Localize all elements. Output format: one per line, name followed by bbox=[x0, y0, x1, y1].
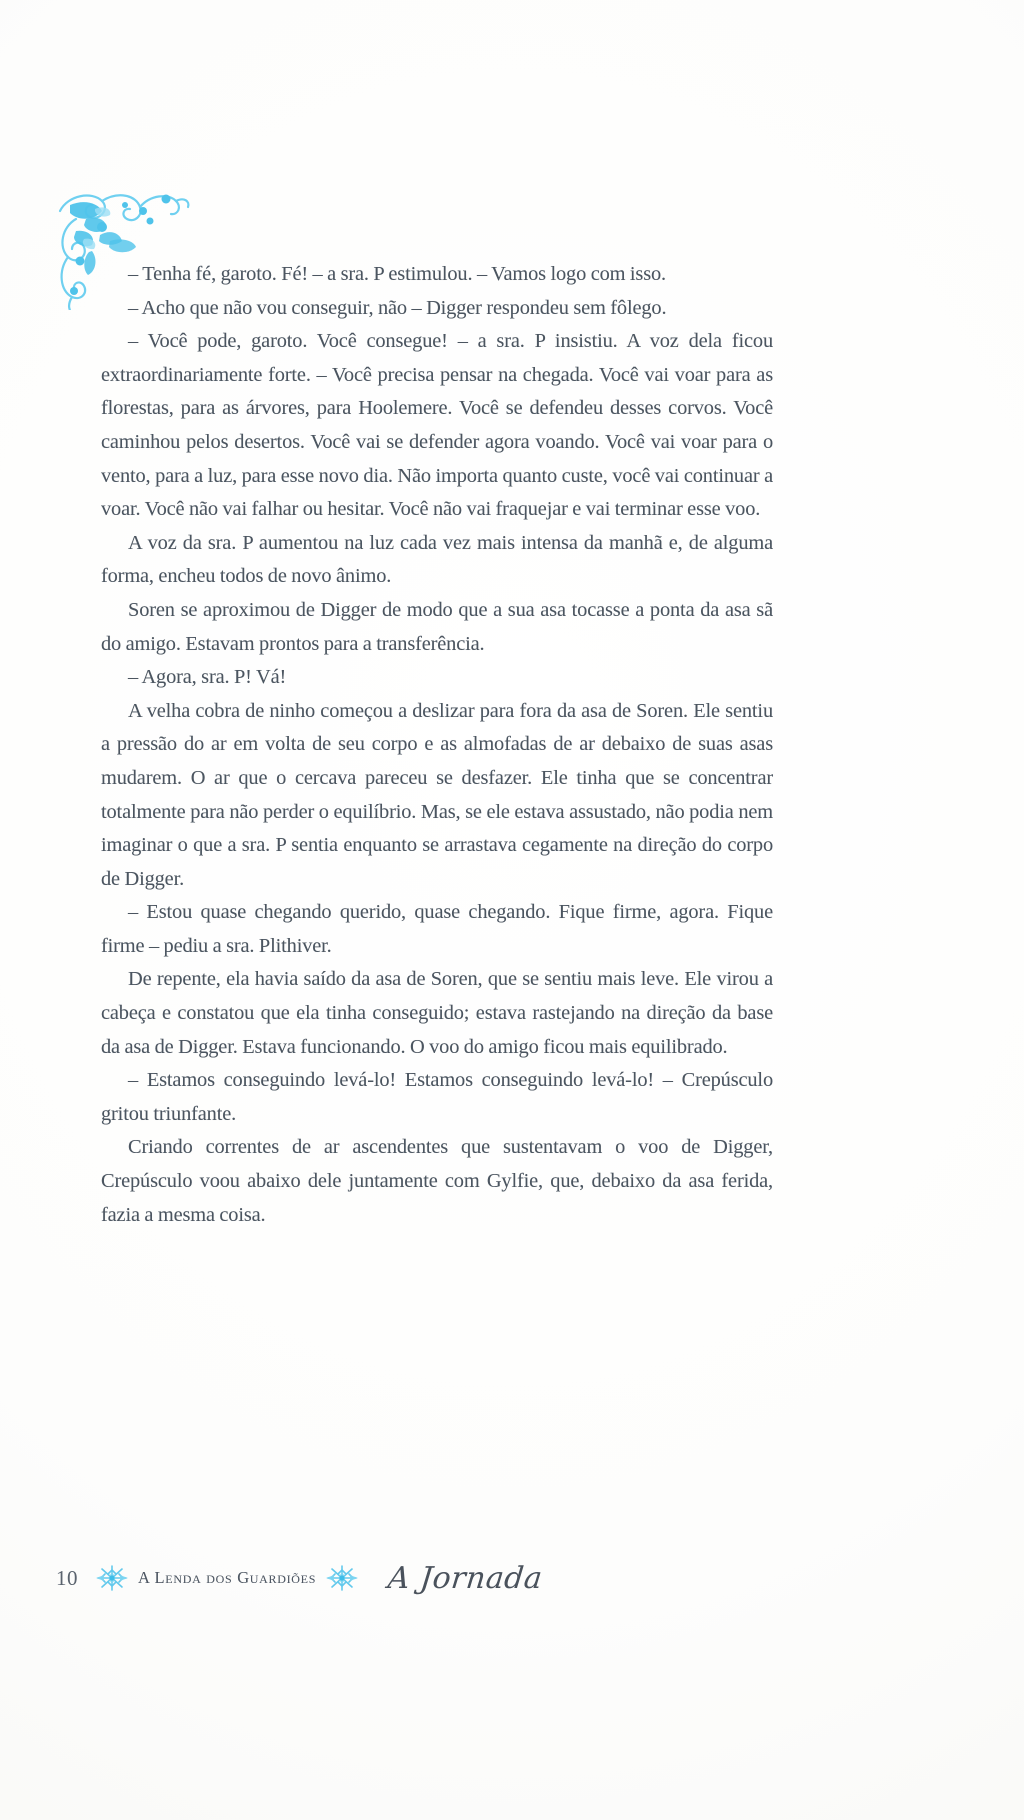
paragraph: – Agora, sra. P! Vá! bbox=[128, 666, 287, 689]
running-title: A Lenda dos Guardiões bbox=[138, 1568, 317, 1587]
paragraph: – Estamos conseguindo levá-lo! Estamos conseguindo levá-lo! – Crepúsculo gritou triunfante. bbox=[101, 1069, 773, 1125]
book-title: A Jornada bbox=[386, 1560, 545, 1596]
paragraph: De repente, ela havia saído da asa de Soren, que se sentiu mais leve. Ele virou a cabeça e constatou que ela tinha conseguido; estava rastejando na direção da base da asa de Digger. Estava funcionando. O voo do amigo ficou mais equilibrado. bbox=[101, 968, 773, 1058]
paragraph: A velha cobra de ninho começou a deslizar para fora da asa de Soren. Ele sentiu a pressão do ar em volta de seu corpo e as almofadas de ar debaixo de suas asas mudarem. O ar que o cercava pareceu se desfazer. Ele tinha que se concentrar totalmente para não perder o equilíbrio. Mas, se ele estava assustado, não podia nem imaginar o que a sra. P sentia enquanto se arrastava cegamente na direção do corpo de Digger. bbox=[101, 699, 773, 890]
page-body-text bbox=[101, 258, 773, 1232]
paragraph: A voz da sra. P aumentou na luz cada vez mais intensa da manhã e, de alguma forma, encheu todos de novo ânimo. bbox=[101, 531, 773, 588]
snowflake-icon bbox=[92, 1562, 132, 1594]
paragraph: – Tenha fé, garoto. Fé! – a sra. P estimulou. – Vamos logo com isso. bbox=[128, 263, 666, 285]
page-footer bbox=[56, 1558, 596, 1598]
paragraph: – Estou quase chegando querido, quase chegando. Fique firme, agora. Fique firme – pediu a sra. Plithiver. bbox=[101, 901, 773, 957]
page-number: 10 bbox=[56, 1565, 78, 1590]
snowflake-icon bbox=[322, 1562, 362, 1594]
paragraph: – Acho que não vou conseguir, não – Digger respondeu sem fôlego. bbox=[128, 296, 667, 319]
paragraph: Criando correntes de ar ascendentes que sustentavam o voo de Digger, Crepúsculo voou abaixo dele juntamente com Gylfie, que, debaixo da asa ferida, fazia a mesma coisa. bbox=[101, 1136, 773, 1226]
paragraph: Soren se aproximou de Digger de modo que a sua asa tocasse a ponta da asa sã do amigo. Estavam prontos para a transferência. bbox=[101, 598, 773, 655]
paragraph: – Você pode, garoto. Você consegue! – a sra. P insistiu. A voz dela ficou extraordinariamente forte. – Você precisa pensar na chegada. Você vai voar para as florestas, para as árvores, para Hoolemere. Você se defendeu desses corvos. Você caminhou pelos desertos. Você vai se defender agora voando. Você vai voar para o vento, para a luz, para esse novo dia. Não importa quanto custe, você vai continuar a voar. Você não vai falhar ou hesitar. Você não vai fraquejar e vai terminar esse voo. bbox=[101, 330, 773, 521]
